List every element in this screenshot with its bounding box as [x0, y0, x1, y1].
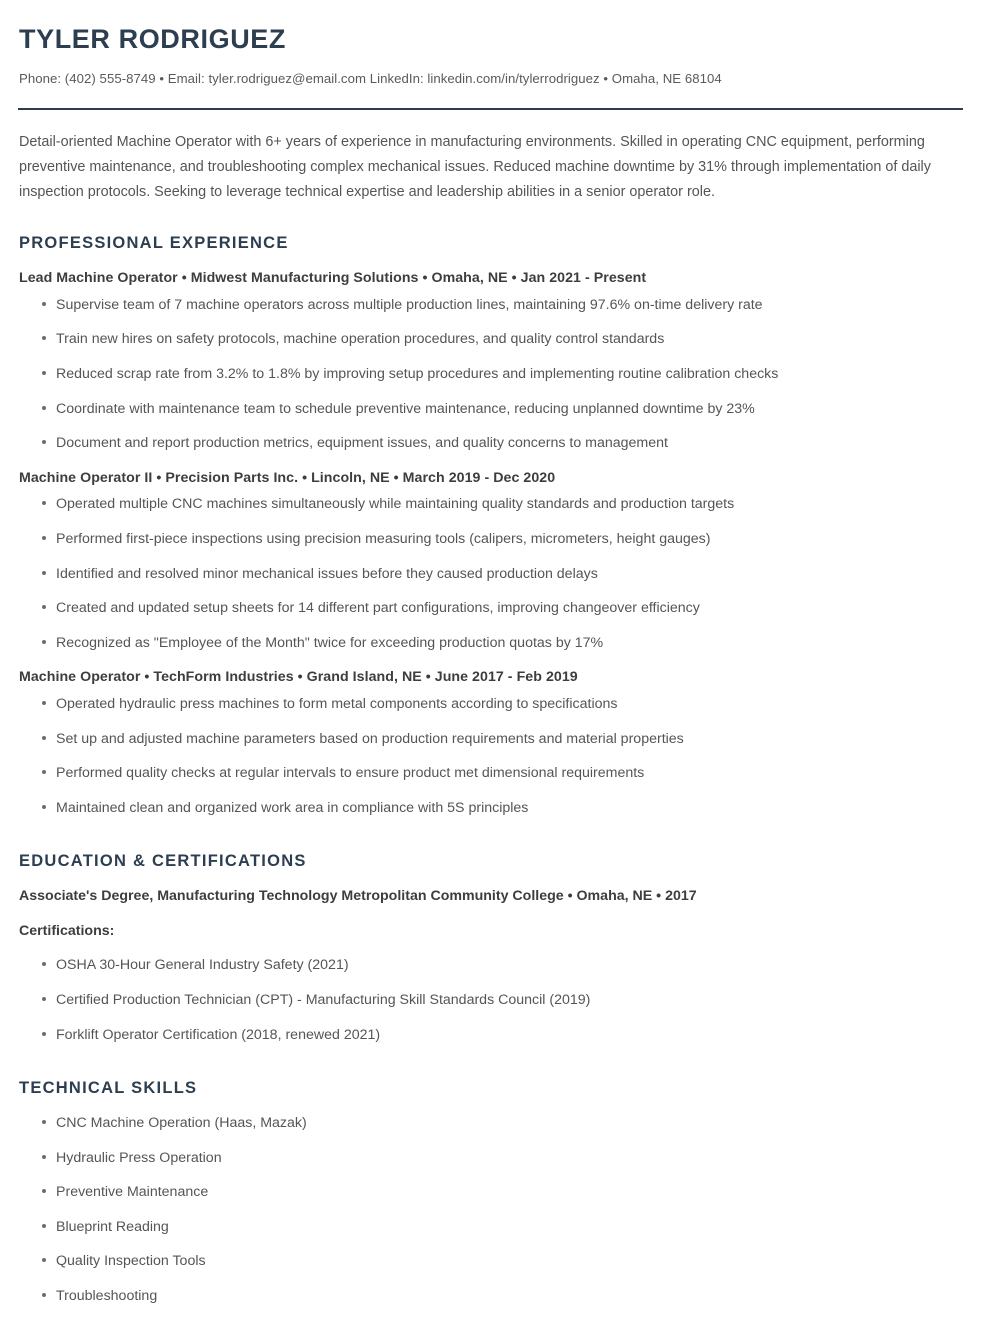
job-bullet	[18, 564, 971, 585]
certifications-label: Certifications:	[19, 922, 115, 939]
skill-text: Blueprint Reading	[56, 1218, 169, 1235]
job-bullet-list	[18, 694, 971, 818]
job-bullet-text: Identified and resolved minor mechanical issues before they caused production delays	[56, 565, 598, 582]
job-bullet-text: Supervise team of 7 machine operators across multiple production lines, maintaining 97.6% on-time delivery rate	[56, 296, 763, 313]
bullet-dot-icon	[42, 1258, 46, 1262]
job-bullet-text: Document and report production metrics, equipment issues, and quality concerns to management	[56, 435, 668, 452]
job-bullet-text: Recognized as "Employee of the Month" twice for exceeding production quotas by 17%	[56, 634, 604, 651]
job-bullet-text: Created and updated setup sheets for 14 different part configurations, improving changeover efficiency	[56, 600, 700, 617]
job-bullet-text: Operated hydraulic press machines to form metal components according to specifications	[56, 696, 618, 712]
job-bullet-text: Operated multiple CNC machines simultaneously while maintaining quality standards and production targets	[56, 496, 735, 513]
bullet-dot-icon	[42, 536, 46, 540]
job-heading: Lead Machine Operator • Midwest Manufacturing Solutions • Omaha, NE • Jan 2021 - Present	[19, 270, 647, 287]
candidate-name: TYLER RODRIGUEZ	[19, 24, 287, 54]
job-bullet-list	[18, 295, 971, 454]
job-bullet-text: Train new hires on safety protocols, machine operation procedures, and quality control standards	[56, 331, 665, 348]
resume-header	[18, 0, 971, 110]
skill-item	[18, 1217, 971, 1238]
bullet-dot-icon	[42, 1293, 46, 1297]
job-bullet	[18, 399, 971, 420]
bullet-dot-icon	[42, 1189, 46, 1193]
job-bullet-text: Maintained clean and organized work area in compliance with 5S principles	[56, 799, 529, 816]
bullet-dot-icon	[42, 336, 46, 340]
job-bullet	[18, 798, 971, 819]
bullet-dot-icon	[42, 997, 46, 1001]
bullet-dot-icon	[42, 640, 46, 644]
job-bullet	[18, 694, 971, 715]
experience-entry	[18, 468, 971, 654]
job-bullet	[18, 295, 971, 316]
professional-summary: Detail-oriented Machine Operator with 6+ years of experience in manufacturing environments. Skilled in operating CNC equipment, performing preventive maintenance, and troubleshooting complex mechanical issues. Reduced machine downtime by 31% through implementation of daily inspection protocols. Seeking to leverage technical expertise and leadership abilities in a senior operator role.	[19, 134, 931, 200]
bullet-dot-icon	[42, 371, 46, 375]
bullet-dot-icon	[42, 302, 46, 306]
skill-text: Quality Inspection Tools	[56, 1253, 206, 1270]
bullet-dot-icon	[42, 770, 46, 774]
bullet-dot-icon	[42, 701, 46, 705]
job-bullet	[18, 598, 971, 619]
bullet-dot-icon	[42, 1120, 46, 1124]
job-bullet-text: Performed first-piece inspections using precision measuring tools (calipers, micrometers, height gauges)	[56, 531, 711, 548]
skills-list	[18, 1113, 971, 1307]
skill-text: CNC Machine Operation (Haas, Mazak)	[56, 1114, 307, 1131]
section-heading-education: EDUCATION & CERTIFICATIONS	[19, 852, 307, 871]
skill-item	[18, 1286, 971, 1307]
skill-item	[18, 1113, 971, 1134]
skill-item	[18, 1182, 971, 1203]
certification-text: Certified Production Technician (CPT) - Manufacturing Skill Standards Council (2019)	[56, 991, 591, 1008]
bullet-dot-icon	[42, 1032, 46, 1036]
bullet-dot-icon	[42, 406, 46, 410]
experience-entry	[18, 268, 971, 454]
bullet-dot-icon	[42, 501, 46, 505]
job-bullet-list	[18, 494, 971, 653]
bullet-dot-icon	[42, 571, 46, 575]
certification-item	[18, 1025, 971, 1046]
experience-entry	[18, 667, 971, 818]
bullet-dot-icon	[42, 1155, 46, 1159]
job-bullet-text: Performed quality checks at regular intervals to ensure product met dimensional requirements	[56, 765, 645, 782]
certification-item	[18, 955, 971, 976]
job-bullet-text: Set up and adjusted machine parameters based on production requirements and material properties	[56, 730, 684, 747]
section-technical-skills	[18, 1079, 971, 1306]
bullet-dot-icon	[42, 962, 46, 966]
skill-text: Hydraulic Press Operation	[56, 1149, 222, 1166]
bullet-dot-icon	[42, 736, 46, 740]
job-bullet	[18, 763, 971, 784]
section-heading-skills: TECHNICAL SKILLS	[19, 1079, 198, 1098]
bullet-dot-icon	[42, 440, 46, 444]
job-bullet	[18, 633, 971, 654]
contact-info-line: Phone: (402) 555-8749 • Email: tyler.rodriguez@email.com LinkedIn: linkedin.com/in/tylerrodriguez • Omaha, NE 68104	[19, 71, 722, 87]
header-divider	[18, 108, 963, 110]
section-professional-experience	[18, 234, 971, 818]
bullet-dot-icon	[42, 805, 46, 809]
job-bullet-text: Reduced scrap rate from 3.2% to 1.8% by improving setup procedures and implementing routine calibration checks	[56, 366, 779, 383]
bullet-dot-icon	[42, 1224, 46, 1228]
section-education-certifications	[18, 852, 971, 1045]
skill-item	[18, 1251, 971, 1272]
certification-list	[18, 955, 971, 1045]
job-bullet-text: Coordinate with maintenance team to schedule preventive maintenance, reducing unplanned downtime by 23%	[56, 400, 755, 417]
certification-item	[18, 990, 971, 1011]
job-heading: Machine Operator • TechForm Industries • Grand Island, NE • June 2017 - Feb 2019	[19, 669, 578, 686]
job-bullet	[18, 433, 971, 454]
job-bullet	[18, 364, 971, 385]
section-heading-experience: PROFESSIONAL EXPERIENCE	[19, 234, 289, 253]
certification-text: OSHA 30-Hour General Industry Safety (2021)	[56, 957, 349, 974]
bullet-dot-icon	[42, 605, 46, 609]
job-bullet	[18, 529, 971, 550]
certification-text: Forklift Operator Certification (2018, renewed 2021)	[56, 1026, 381, 1043]
job-bullet	[18, 729, 971, 750]
skill-text: Troubleshooting	[56, 1287, 158, 1304]
education-degree-line: Associate's Degree, Manufacturing Technology Metropolitan Community College • Omaha, NE • 2017	[19, 888, 697, 905]
skill-text: Preventive Maintenance	[56, 1184, 209, 1201]
job-bullet	[18, 329, 971, 350]
job-bullet	[18, 494, 971, 515]
job-heading: Machine Operator II • Precision Parts Inc. • Lincoln, NE • March 2019 - Dec 2020	[19, 469, 556, 486]
skill-item	[18, 1148, 971, 1169]
